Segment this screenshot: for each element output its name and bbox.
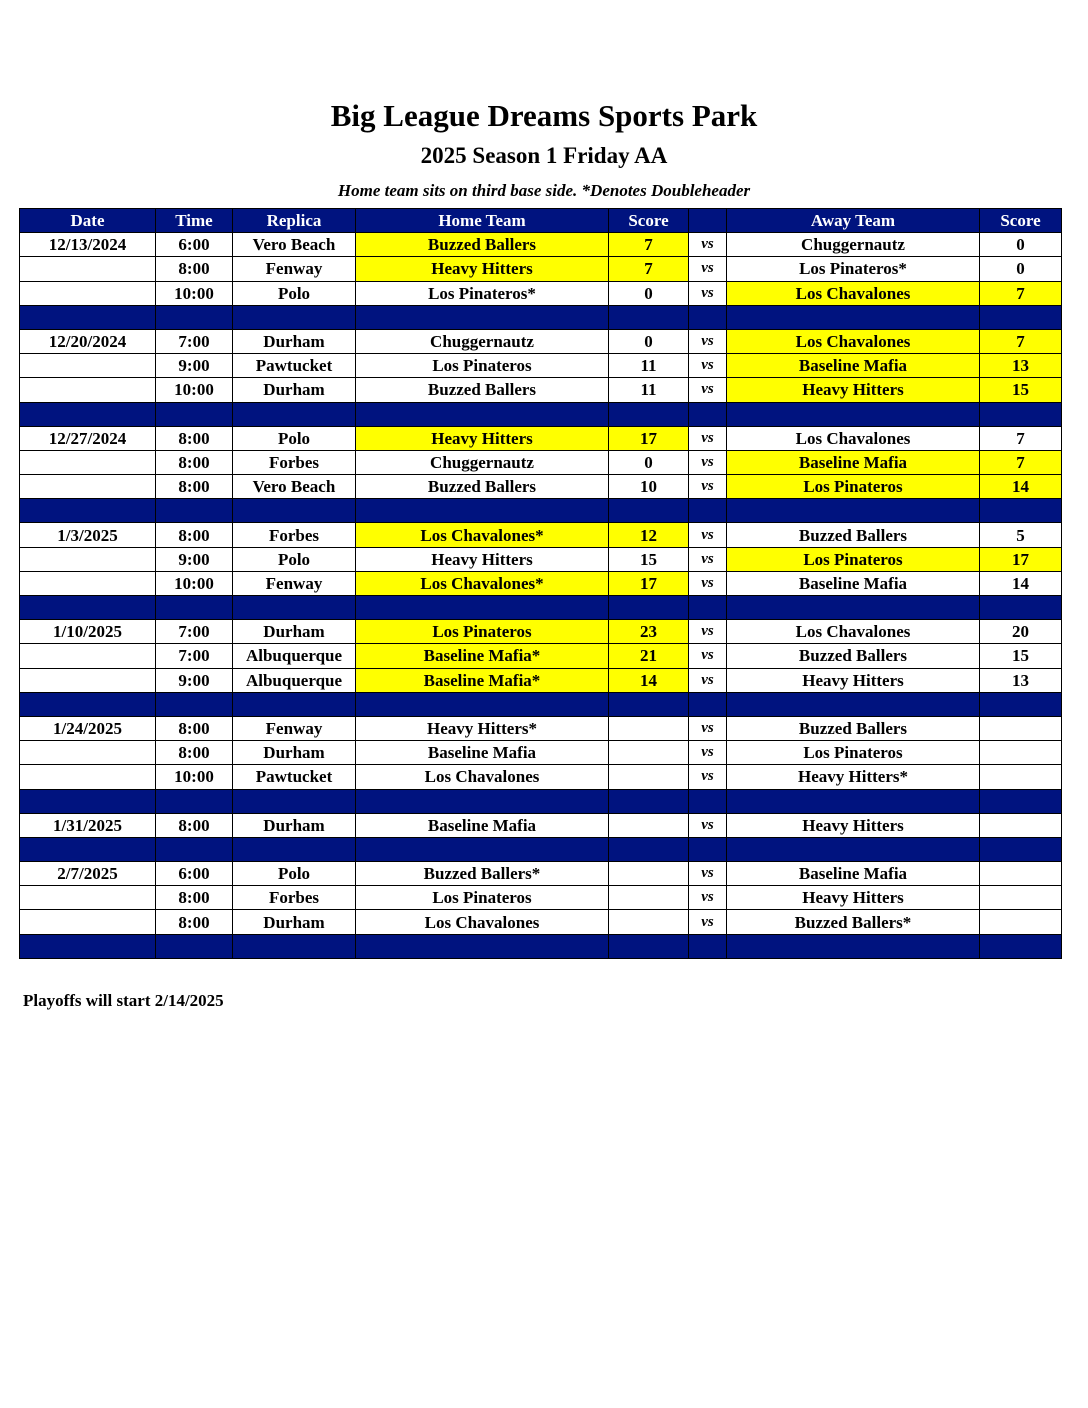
game-row bbox=[20, 329, 1062, 353]
game-time: 10:00 bbox=[156, 281, 233, 305]
game-row bbox=[20, 741, 1062, 765]
game-row bbox=[20, 378, 1062, 402]
home-score: 11 bbox=[609, 378, 689, 402]
separator-cell bbox=[156, 596, 233, 620]
away-team: Baseline Mafia bbox=[727, 571, 980, 595]
week-separator-row bbox=[20, 499, 1062, 523]
game-row bbox=[20, 426, 1062, 450]
game-date bbox=[20, 257, 156, 281]
separator-cell bbox=[689, 305, 727, 329]
game-replica: Durham bbox=[233, 910, 356, 934]
away-score bbox=[980, 716, 1062, 740]
separator-cell bbox=[356, 837, 609, 861]
game-date bbox=[20, 571, 156, 595]
away-score: 7 bbox=[980, 426, 1062, 450]
home-score: 21 bbox=[609, 644, 689, 668]
home-team: Baseline Mafia bbox=[356, 741, 609, 765]
away-team: Los Chavalones bbox=[727, 281, 980, 305]
header-home-score: Score bbox=[609, 209, 689, 233]
game-replica: Vero Beach bbox=[233, 233, 356, 257]
game-row bbox=[20, 571, 1062, 595]
home-score: 0 bbox=[609, 329, 689, 353]
game-time: 8:00 bbox=[156, 523, 233, 547]
game-replica: Vero Beach bbox=[233, 475, 356, 499]
game-row bbox=[20, 523, 1062, 547]
game-replica: Forbes bbox=[233, 450, 356, 474]
away-team: Buzzed Ballers bbox=[727, 523, 980, 547]
home-score: 7 bbox=[609, 233, 689, 257]
separator-cell bbox=[156, 934, 233, 958]
separator-cell bbox=[233, 305, 356, 329]
schedule-note: Home team sits on third base side. *Denotes Doubleheader bbox=[337, 181, 751, 200]
game-replica: Durham bbox=[233, 378, 356, 402]
away-score: 0 bbox=[980, 233, 1062, 257]
vs-label: vs bbox=[689, 644, 727, 668]
separator-cell bbox=[689, 837, 727, 861]
home-team: Baseline Mafia* bbox=[356, 668, 609, 692]
game-row bbox=[20, 813, 1062, 837]
away-team: Los Pinateros* bbox=[727, 257, 980, 281]
home-team: Heavy Hitters bbox=[356, 426, 609, 450]
game-time: 8:00 bbox=[156, 450, 233, 474]
away-team: Heavy Hitters bbox=[727, 668, 980, 692]
game-time: 8:00 bbox=[156, 716, 233, 740]
separator-cell bbox=[20, 837, 156, 861]
home-score bbox=[609, 886, 689, 910]
game-time: 6:00 bbox=[156, 862, 233, 886]
game-row bbox=[20, 547, 1062, 571]
away-score: 5 bbox=[980, 523, 1062, 547]
separator-cell bbox=[980, 305, 1062, 329]
game-row bbox=[20, 716, 1062, 740]
week-separator-row bbox=[20, 934, 1062, 958]
game-date: 12/20/2024 bbox=[20, 329, 156, 353]
separator-cell bbox=[156, 789, 233, 813]
away-team: Chuggernautz bbox=[727, 233, 980, 257]
separator-cell bbox=[20, 596, 156, 620]
separator-cell bbox=[356, 789, 609, 813]
vs-label: vs bbox=[689, 354, 727, 378]
separator-cell bbox=[980, 789, 1062, 813]
game-time: 9:00 bbox=[156, 354, 233, 378]
game-time: 7:00 bbox=[156, 329, 233, 353]
away-team: Heavy Hitters bbox=[727, 378, 980, 402]
separator-cell bbox=[689, 934, 727, 958]
home-team: Buzzed Ballers* bbox=[356, 862, 609, 886]
separator-cell bbox=[609, 305, 689, 329]
away-score bbox=[980, 741, 1062, 765]
game-time: 8:00 bbox=[156, 426, 233, 450]
separator-cell bbox=[20, 934, 156, 958]
game-time: 8:00 bbox=[156, 813, 233, 837]
vs-label: vs bbox=[689, 910, 727, 934]
week-separator-row bbox=[20, 402, 1062, 426]
header-replica: Replica bbox=[233, 209, 356, 233]
game-date bbox=[20, 765, 156, 789]
separator-cell bbox=[727, 934, 980, 958]
game-date bbox=[20, 741, 156, 765]
separator-cell bbox=[727, 789, 980, 813]
game-row bbox=[20, 450, 1062, 474]
game-time: 6:00 bbox=[156, 233, 233, 257]
home-score: 0 bbox=[609, 450, 689, 474]
separator-cell bbox=[689, 402, 727, 426]
game-row bbox=[20, 233, 1062, 257]
game-date bbox=[20, 378, 156, 402]
away-team: Los Pinateros bbox=[727, 475, 980, 499]
separator-cell bbox=[689, 596, 727, 620]
game-replica: Durham bbox=[233, 813, 356, 837]
home-team: Buzzed Ballers bbox=[356, 475, 609, 499]
home-team: Heavy Hitters bbox=[356, 547, 609, 571]
game-row bbox=[20, 620, 1062, 644]
header-time: Time bbox=[156, 209, 233, 233]
game-time: 8:00 bbox=[156, 257, 233, 281]
separator-cell bbox=[980, 837, 1062, 861]
game-date: 2/7/2025 bbox=[20, 862, 156, 886]
game-replica: Polo bbox=[233, 281, 356, 305]
home-team: Buzzed Ballers bbox=[356, 233, 609, 257]
game-row bbox=[20, 354, 1062, 378]
away-score: 0 bbox=[980, 257, 1062, 281]
game-date bbox=[20, 354, 156, 378]
game-date bbox=[20, 450, 156, 474]
away-score: 14 bbox=[980, 475, 1062, 499]
home-score: 0 bbox=[609, 281, 689, 305]
header-away-team: Away Team bbox=[727, 209, 980, 233]
vs-label: vs bbox=[689, 523, 727, 547]
separator-cell bbox=[727, 692, 980, 716]
game-date bbox=[20, 644, 156, 668]
home-score bbox=[609, 910, 689, 934]
game-date: 12/27/2024 bbox=[20, 426, 156, 450]
game-replica: Fenway bbox=[233, 257, 356, 281]
away-score: 7 bbox=[980, 450, 1062, 474]
page-title: Big League Dreams Sports Park bbox=[330, 98, 758, 133]
game-time: 9:00 bbox=[156, 547, 233, 571]
separator-cell bbox=[356, 692, 609, 716]
separator-cell bbox=[20, 692, 156, 716]
separator-cell bbox=[980, 596, 1062, 620]
week-separator-row bbox=[20, 596, 1062, 620]
separator-cell bbox=[20, 305, 156, 329]
home-team: Los Chavalones* bbox=[356, 523, 609, 547]
home-team: Los Pinateros bbox=[356, 886, 609, 910]
game-time: 8:00 bbox=[156, 886, 233, 910]
game-date: 1/31/2025 bbox=[20, 813, 156, 837]
home-score bbox=[609, 741, 689, 765]
home-score: 17 bbox=[609, 571, 689, 595]
game-row bbox=[20, 910, 1062, 934]
away-team: Los Pinateros bbox=[727, 741, 980, 765]
home-score: 17 bbox=[609, 426, 689, 450]
away-score: 15 bbox=[980, 378, 1062, 402]
home-team: Los Pinateros* bbox=[356, 281, 609, 305]
vs-label: vs bbox=[689, 475, 727, 499]
separator-cell bbox=[233, 692, 356, 716]
game-time: 8:00 bbox=[156, 475, 233, 499]
home-score bbox=[609, 813, 689, 837]
schedule-table bbox=[19, 208, 1062, 959]
vs-label: vs bbox=[689, 450, 727, 474]
game-replica: Durham bbox=[233, 741, 356, 765]
separator-cell bbox=[727, 402, 980, 426]
game-replica: Durham bbox=[233, 329, 356, 353]
separator-cell bbox=[233, 499, 356, 523]
separator-cell bbox=[609, 692, 689, 716]
away-score bbox=[980, 886, 1062, 910]
separator-cell bbox=[727, 837, 980, 861]
home-score bbox=[609, 765, 689, 789]
separator-cell bbox=[689, 499, 727, 523]
separator-cell bbox=[156, 305, 233, 329]
home-team: Los Chavalones* bbox=[356, 571, 609, 595]
schedule-body bbox=[20, 233, 1062, 959]
separator-cell bbox=[20, 402, 156, 426]
game-time: 10:00 bbox=[156, 571, 233, 595]
game-replica: Forbes bbox=[233, 523, 356, 547]
home-team: Los Chavalones bbox=[356, 910, 609, 934]
away-team: Baseline Mafia bbox=[727, 862, 980, 886]
separator-cell bbox=[20, 789, 156, 813]
vs-label: vs bbox=[689, 862, 727, 886]
home-score: 14 bbox=[609, 668, 689, 692]
vs-label: vs bbox=[689, 716, 727, 740]
vs-label: vs bbox=[689, 378, 727, 402]
game-replica: Pawtucket bbox=[233, 765, 356, 789]
playoffs-note: Playoffs will start 2/14/2025 bbox=[23, 991, 224, 1010]
separator-cell bbox=[233, 596, 356, 620]
separator-cell bbox=[233, 789, 356, 813]
home-team: Heavy Hitters* bbox=[356, 716, 609, 740]
home-team: Chuggernautz bbox=[356, 329, 609, 353]
separator-cell bbox=[609, 934, 689, 958]
separator-cell bbox=[980, 934, 1062, 958]
header-home-team: Home Team bbox=[356, 209, 609, 233]
game-date bbox=[20, 668, 156, 692]
week-separator-row bbox=[20, 837, 1062, 861]
game-date: 1/10/2025 bbox=[20, 620, 156, 644]
page-subtitle: 2025 Season 1 Friday AA bbox=[420, 143, 668, 168]
home-team: Chuggernautz bbox=[356, 450, 609, 474]
game-date bbox=[20, 475, 156, 499]
away-team: Los Pinateros bbox=[727, 547, 980, 571]
game-time: 9:00 bbox=[156, 668, 233, 692]
header-away-score: Score bbox=[980, 209, 1062, 233]
vs-label: vs bbox=[689, 281, 727, 305]
game-replica: Polo bbox=[233, 426, 356, 450]
separator-cell bbox=[356, 934, 609, 958]
vs-label: vs bbox=[689, 886, 727, 910]
game-date bbox=[20, 886, 156, 910]
separator-cell bbox=[156, 692, 233, 716]
game-replica: Fenway bbox=[233, 716, 356, 740]
vs-label: vs bbox=[689, 233, 727, 257]
separator-cell bbox=[727, 499, 980, 523]
game-time: 8:00 bbox=[156, 741, 233, 765]
week-separator-row bbox=[20, 305, 1062, 329]
away-score: 7 bbox=[980, 329, 1062, 353]
game-replica: Forbes bbox=[233, 886, 356, 910]
away-score: 20 bbox=[980, 620, 1062, 644]
game-date bbox=[20, 281, 156, 305]
home-score: 12 bbox=[609, 523, 689, 547]
away-score: 13 bbox=[980, 354, 1062, 378]
away-team: Los Chavalones bbox=[727, 329, 980, 353]
game-date: 1/24/2025 bbox=[20, 716, 156, 740]
header-row bbox=[20, 209, 1062, 233]
game-row bbox=[20, 862, 1062, 886]
separator-cell bbox=[689, 789, 727, 813]
game-date bbox=[20, 910, 156, 934]
game-row bbox=[20, 475, 1062, 499]
away-score bbox=[980, 862, 1062, 886]
game-time: 10:00 bbox=[156, 765, 233, 789]
game-date bbox=[20, 547, 156, 571]
game-row bbox=[20, 765, 1062, 789]
vs-label: vs bbox=[689, 813, 727, 837]
away-team: Heavy Hitters* bbox=[727, 765, 980, 789]
separator-cell bbox=[356, 402, 609, 426]
vs-label: vs bbox=[689, 765, 727, 789]
home-team: Buzzed Ballers bbox=[356, 378, 609, 402]
separator-cell bbox=[20, 499, 156, 523]
game-row bbox=[20, 644, 1062, 668]
home-team: Los Pinateros bbox=[356, 354, 609, 378]
separator-cell bbox=[609, 596, 689, 620]
vs-label: vs bbox=[689, 668, 727, 692]
away-team: Los Chavalones bbox=[727, 620, 980, 644]
separator-cell bbox=[356, 305, 609, 329]
home-score: 23 bbox=[609, 620, 689, 644]
away-score: 15 bbox=[980, 644, 1062, 668]
away-score: 7 bbox=[980, 281, 1062, 305]
game-replica: Polo bbox=[233, 547, 356, 571]
away-team: Buzzed Ballers* bbox=[727, 910, 980, 934]
home-score: 11 bbox=[609, 354, 689, 378]
week-separator-row bbox=[20, 789, 1062, 813]
vs-label: vs bbox=[689, 329, 727, 353]
game-time: 7:00 bbox=[156, 620, 233, 644]
vs-label: vs bbox=[689, 257, 727, 281]
away-score bbox=[980, 910, 1062, 934]
game-row bbox=[20, 668, 1062, 692]
away-team: Los Chavalones bbox=[727, 426, 980, 450]
away-score bbox=[980, 765, 1062, 789]
away-team: Heavy Hitters bbox=[727, 813, 980, 837]
away-team: Buzzed Ballers bbox=[727, 716, 980, 740]
home-team: Los Chavalones bbox=[356, 765, 609, 789]
home-score bbox=[609, 716, 689, 740]
separator-cell bbox=[356, 596, 609, 620]
game-row bbox=[20, 257, 1062, 281]
vs-label: vs bbox=[689, 571, 727, 595]
separator-cell bbox=[609, 402, 689, 426]
separator-cell bbox=[689, 692, 727, 716]
separator-cell bbox=[980, 499, 1062, 523]
separator-cell bbox=[356, 499, 609, 523]
separator-cell bbox=[609, 499, 689, 523]
separator-cell bbox=[156, 402, 233, 426]
separator-cell bbox=[727, 305, 980, 329]
game-replica: Albuquerque bbox=[233, 668, 356, 692]
game-replica: Polo bbox=[233, 862, 356, 886]
separator-cell bbox=[609, 789, 689, 813]
game-row bbox=[20, 886, 1062, 910]
separator-cell bbox=[233, 402, 356, 426]
separator-cell bbox=[980, 402, 1062, 426]
away-team: Buzzed Ballers bbox=[727, 644, 980, 668]
separator-cell bbox=[609, 837, 689, 861]
week-separator-row bbox=[20, 692, 1062, 716]
home-team: Los Pinateros bbox=[356, 620, 609, 644]
header-date: Date bbox=[20, 209, 156, 233]
header-vs bbox=[689, 209, 727, 233]
vs-label: vs bbox=[689, 620, 727, 644]
away-team: Baseline Mafia bbox=[727, 354, 980, 378]
home-team: Baseline Mafia* bbox=[356, 644, 609, 668]
home-score: 10 bbox=[609, 475, 689, 499]
home-team: Baseline Mafia bbox=[356, 813, 609, 837]
vs-label: vs bbox=[689, 547, 727, 571]
separator-cell bbox=[156, 837, 233, 861]
game-replica: Fenway bbox=[233, 571, 356, 595]
away-team: Heavy Hitters bbox=[727, 886, 980, 910]
away-score bbox=[980, 813, 1062, 837]
home-score: 7 bbox=[609, 257, 689, 281]
separator-cell bbox=[727, 596, 980, 620]
separator-cell bbox=[233, 934, 356, 958]
game-time: 10:00 bbox=[156, 378, 233, 402]
vs-label: vs bbox=[689, 426, 727, 450]
away-score: 13 bbox=[980, 668, 1062, 692]
game-replica: Pawtucket bbox=[233, 354, 356, 378]
game-replica: Durham bbox=[233, 620, 356, 644]
game-time: 7:00 bbox=[156, 644, 233, 668]
game-row bbox=[20, 281, 1062, 305]
away-team: Baseline Mafia bbox=[727, 450, 980, 474]
separator-cell bbox=[980, 692, 1062, 716]
game-replica: Albuquerque bbox=[233, 644, 356, 668]
game-time: 8:00 bbox=[156, 910, 233, 934]
game-date: 12/13/2024 bbox=[20, 233, 156, 257]
separator-cell bbox=[156, 499, 233, 523]
home-score bbox=[609, 862, 689, 886]
vs-label: vs bbox=[689, 741, 727, 765]
home-team: Heavy Hitters bbox=[356, 257, 609, 281]
home-score: 15 bbox=[609, 547, 689, 571]
away-score: 17 bbox=[980, 547, 1062, 571]
game-date: 1/3/2025 bbox=[20, 523, 156, 547]
away-score: 14 bbox=[980, 571, 1062, 595]
separator-cell bbox=[233, 837, 356, 861]
